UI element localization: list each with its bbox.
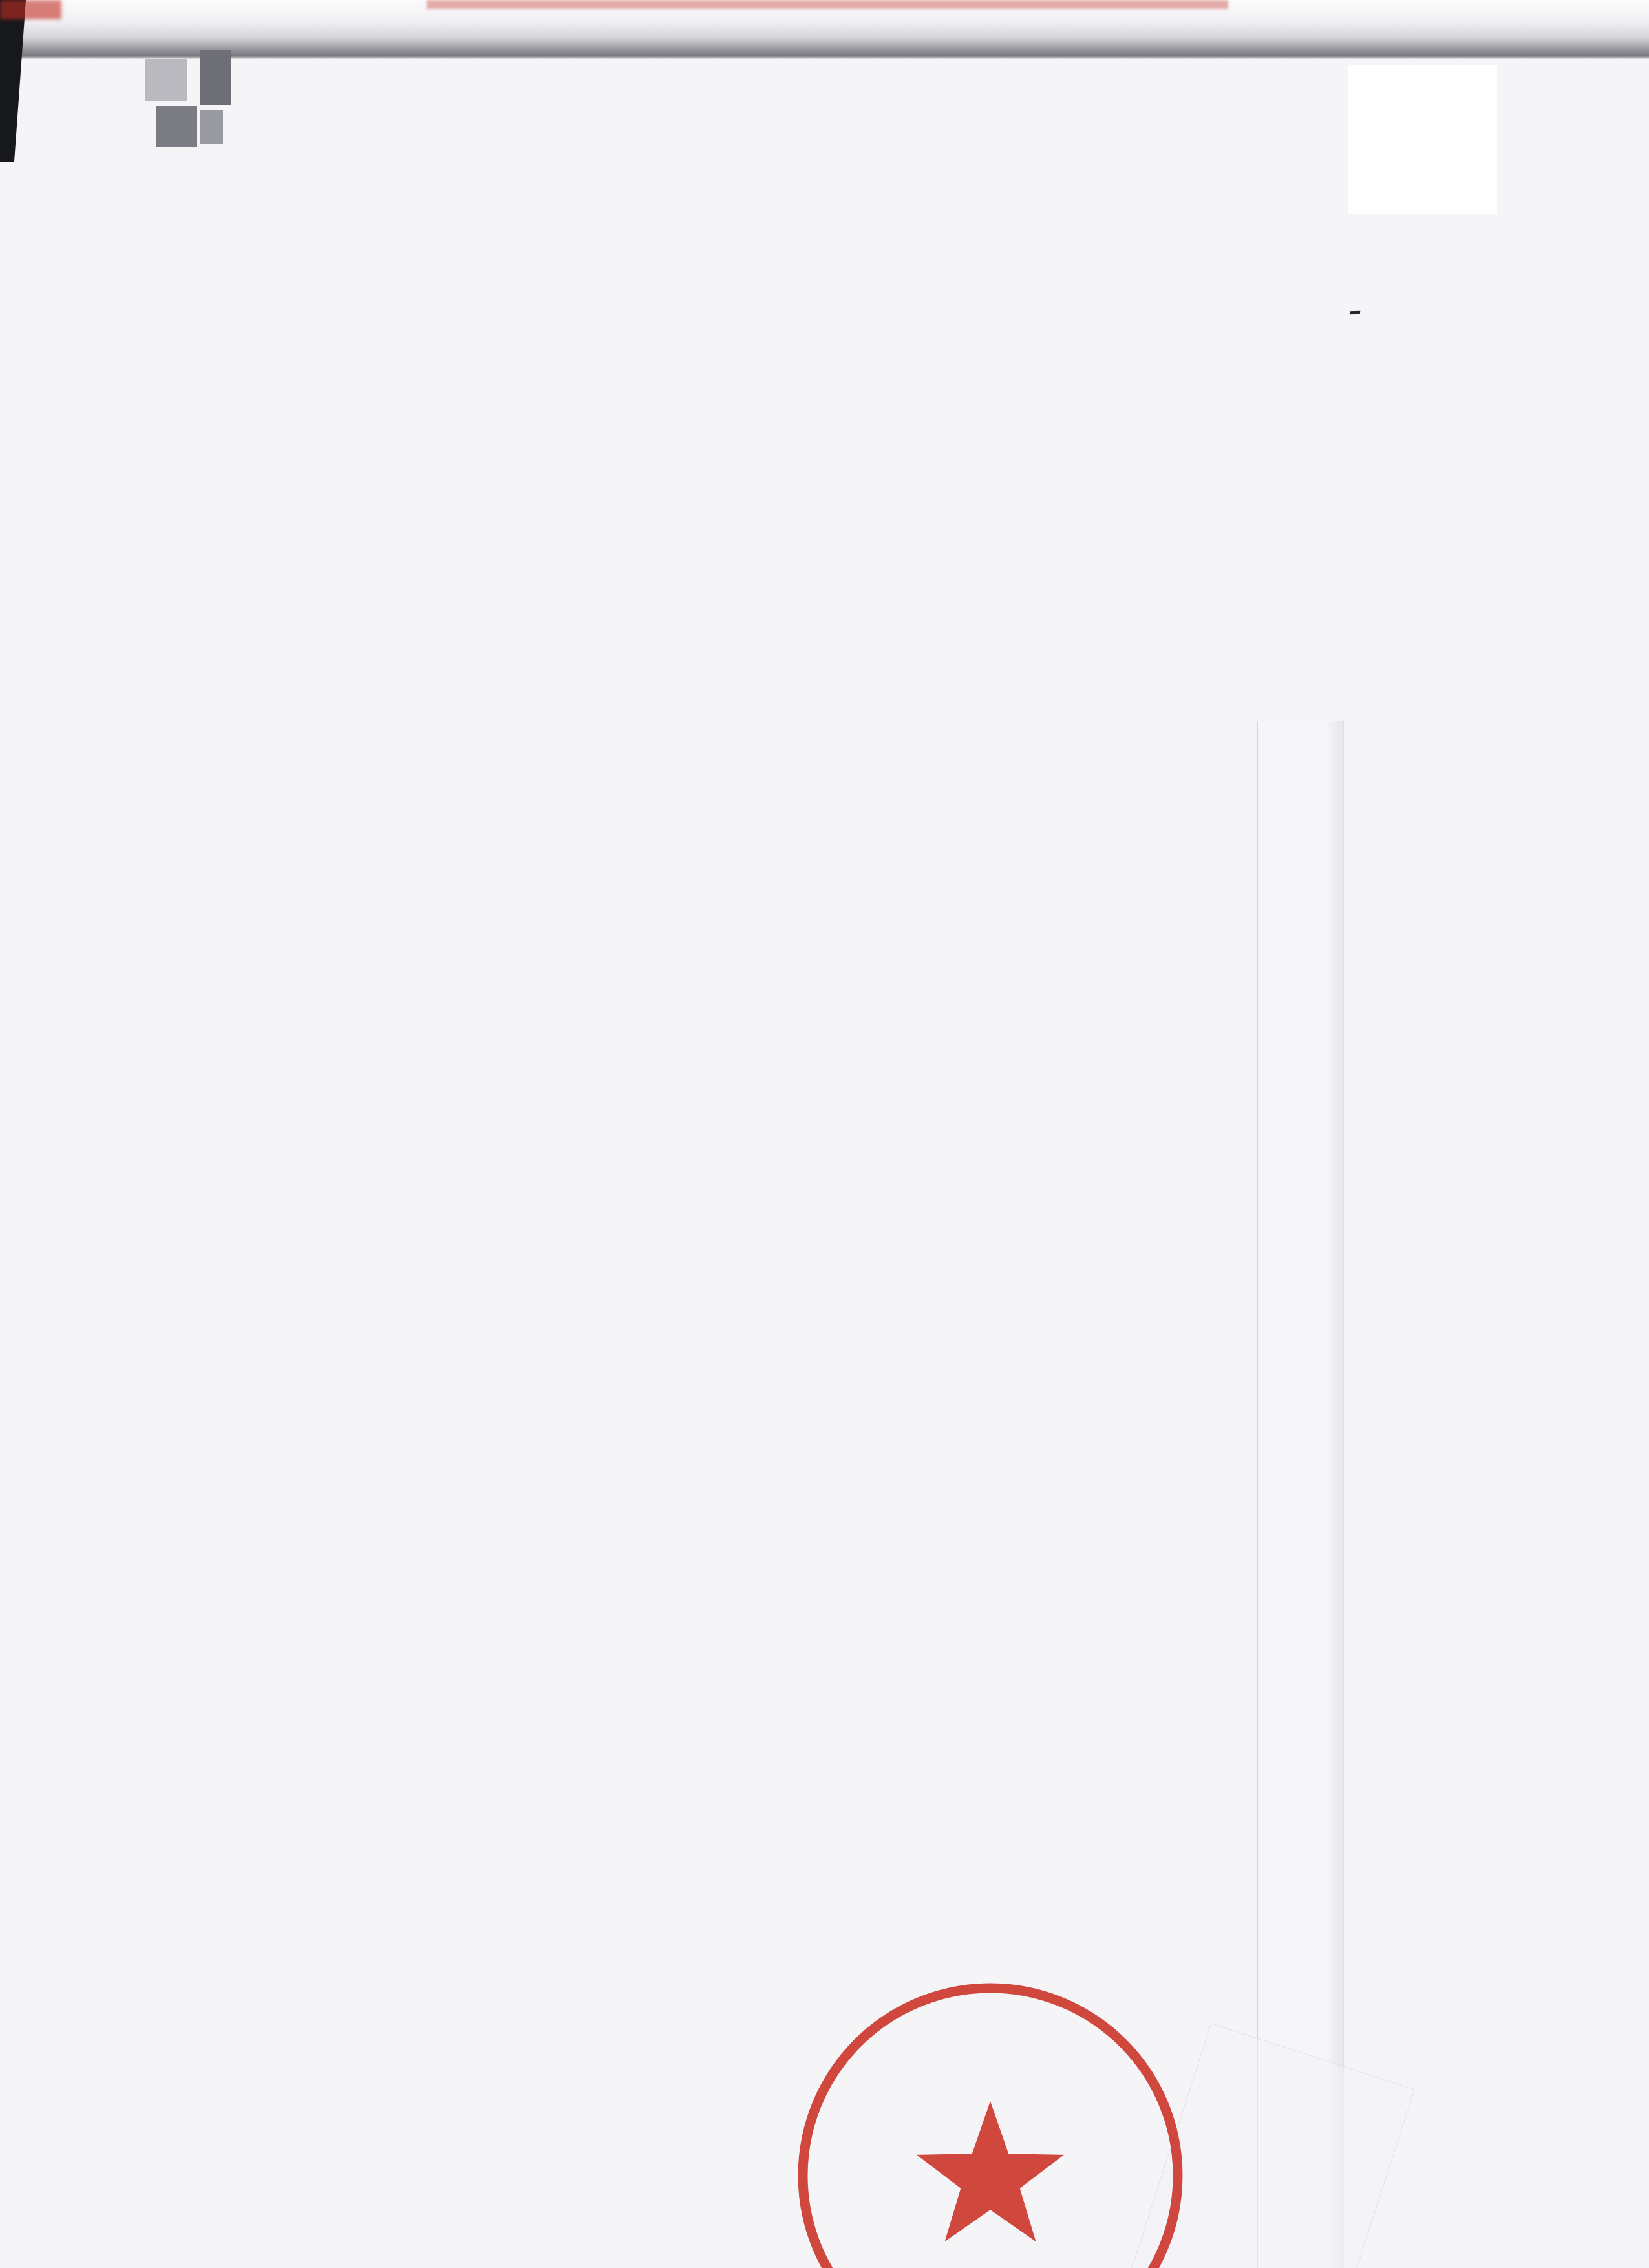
tape-artifact <box>1257 721 1344 2268</box>
company-logo <box>145 50 261 147</box>
red-edge-artifact <box>427 0 1228 9</box>
red-edge-artifact <box>0 0 61 19</box>
scan-corner-artifact <box>0 0 26 162</box>
report-number <box>1350 278 1360 314</box>
report-number-value <box>1350 311 1361 315</box>
company-round-stamp <box>783 1962 1197 2268</box>
logo-mosaic-icon <box>145 50 242 147</box>
stamp-star-icon <box>917 2101 1064 2241</box>
qr-code <box>1348 65 1497 214</box>
